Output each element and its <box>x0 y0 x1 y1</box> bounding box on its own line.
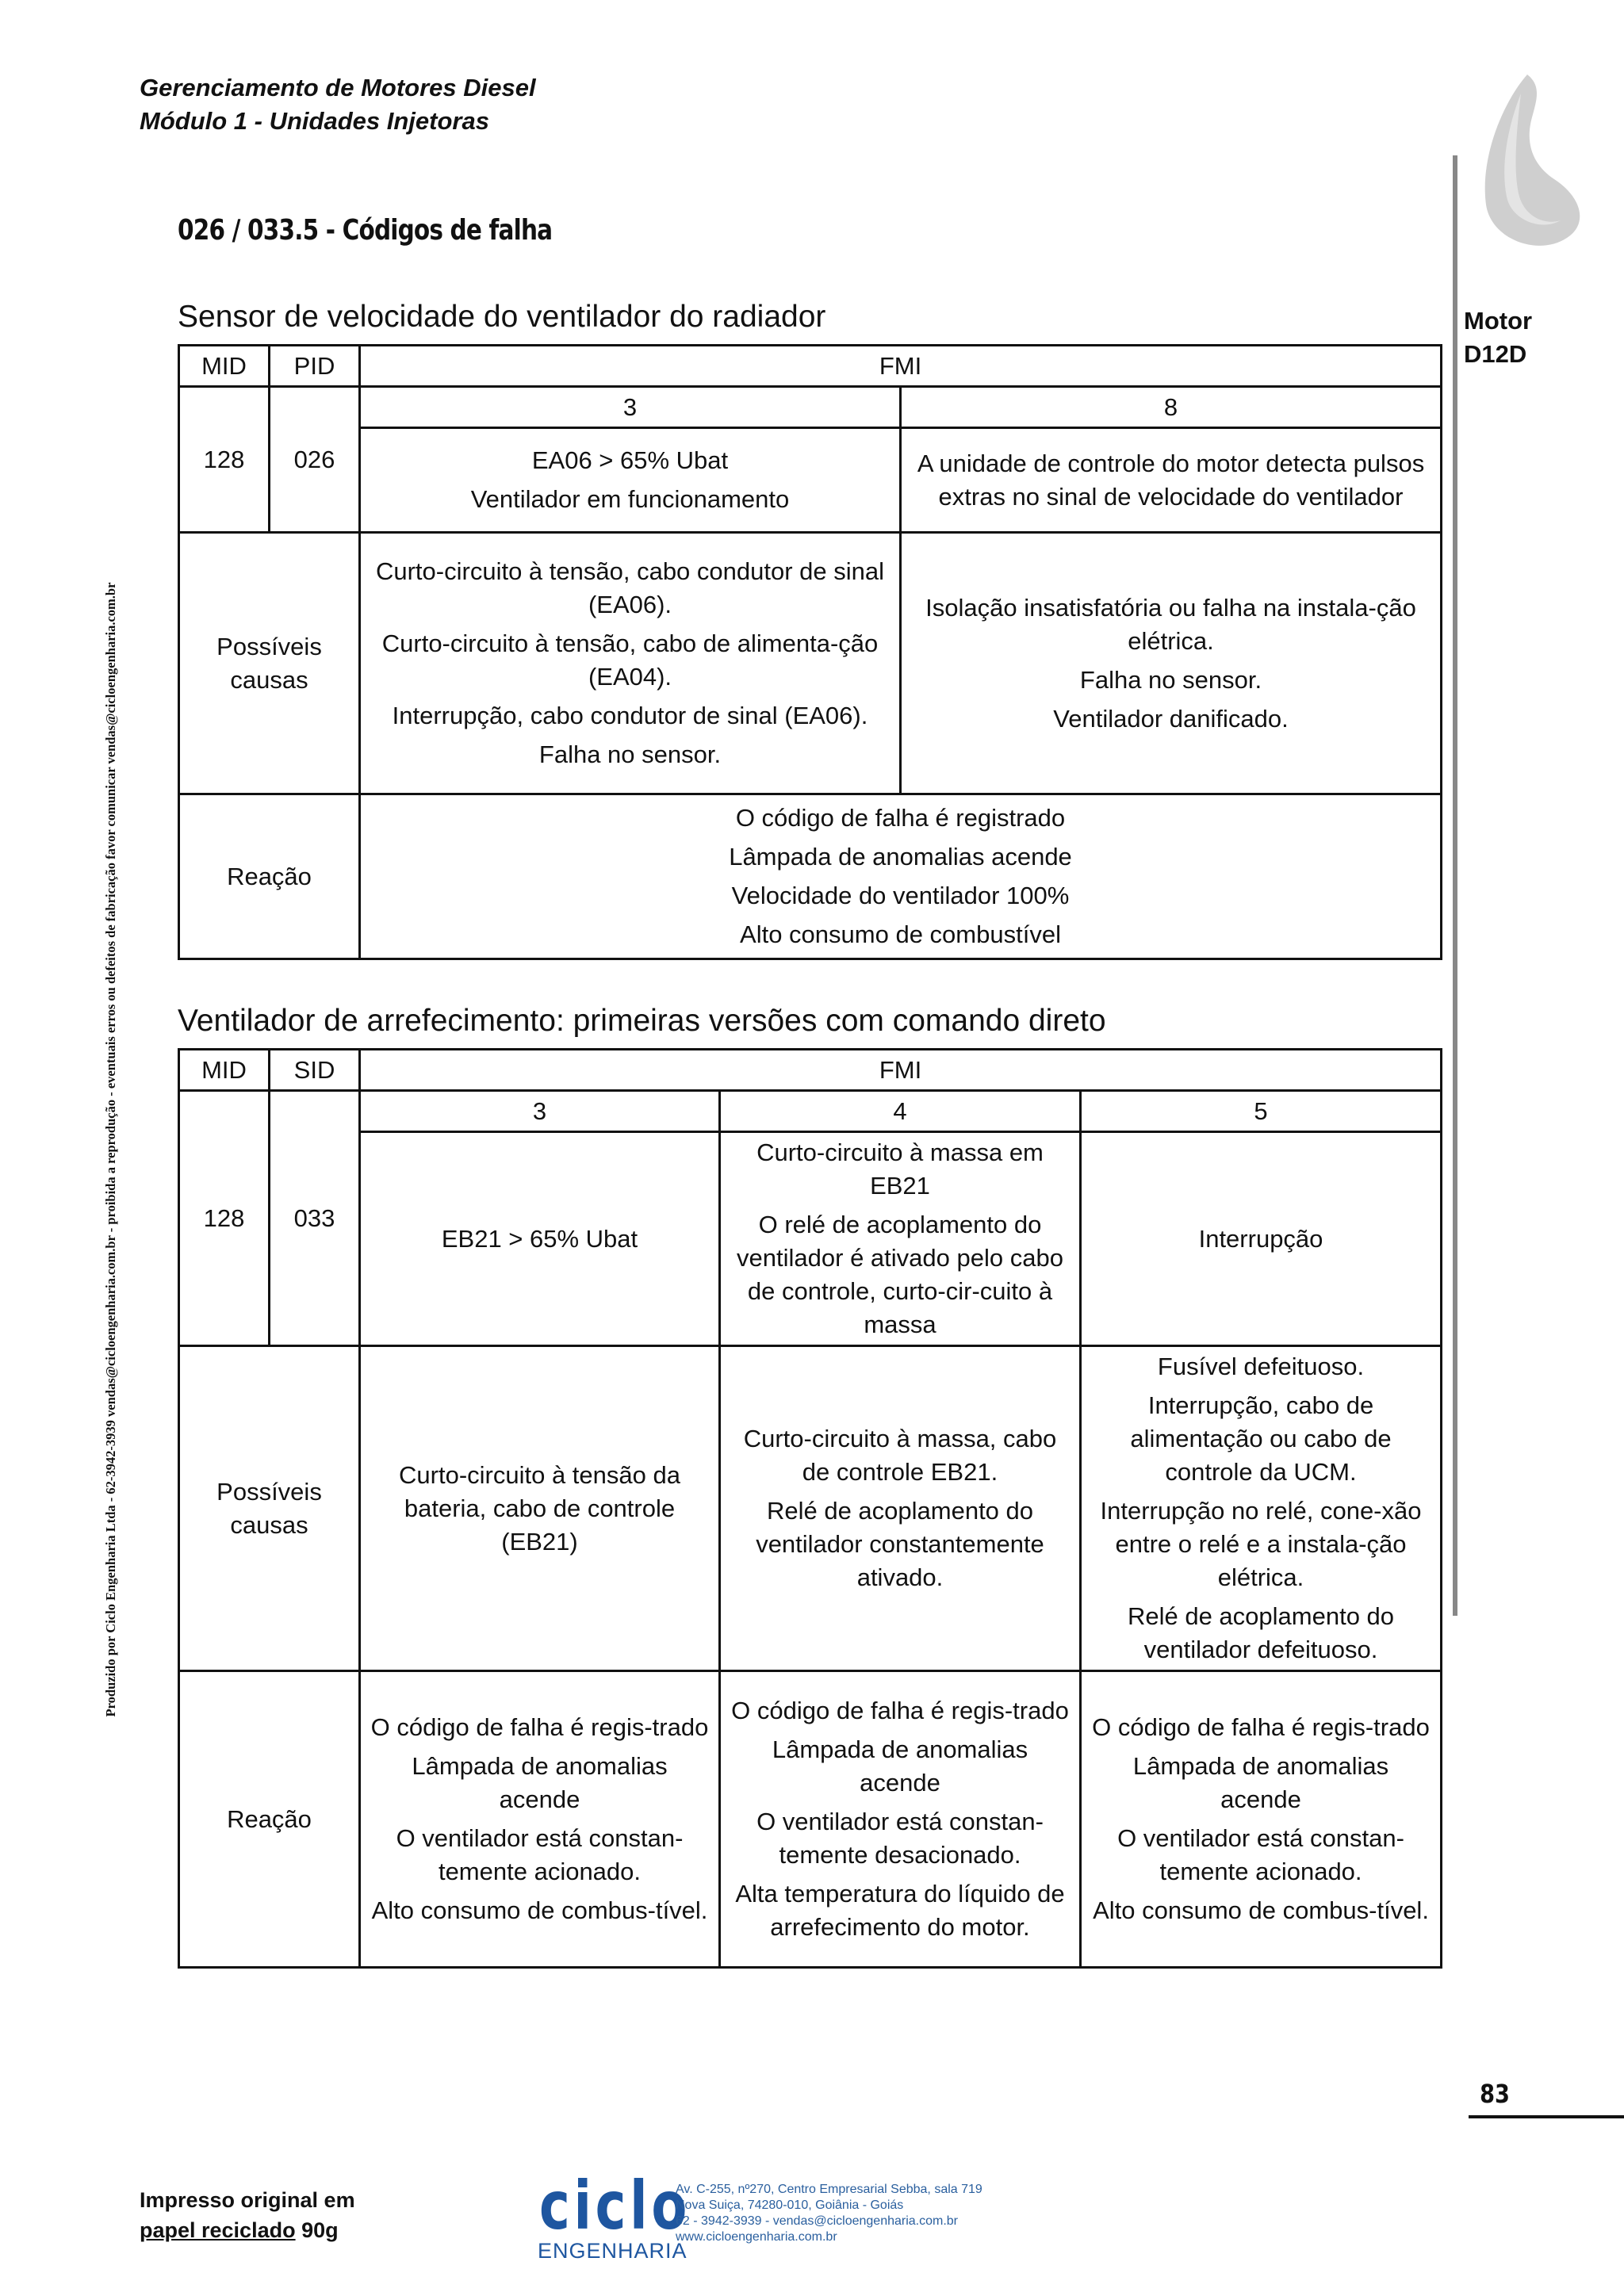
decorative-logo-shape <box>1465 70 1592 260</box>
cause-item: Curto-circuito à massa, cabo de controle EB21. <box>743 1425 1057 1486</box>
fmi-8-causes <box>901 533 1442 794</box>
cause-item: Curto-circuito à tensão, cabo condutor de sinal (EA06). <box>375 557 885 618</box>
table1-caption: Sensor de velocidade do ventilador do radiador <box>178 300 826 334</box>
fmi-3-header: 3 <box>360 1091 720 1132</box>
reaction-item: Lâmpada de anomalias acende <box>412 1752 668 1813</box>
section-title: 026 / 033.5 - Códigos de falha <box>178 214 553 247</box>
reaction-item: O código de falha é regis-trado <box>731 1697 1069 1724</box>
fmi-4-description <box>720 1132 1081 1346</box>
fmi-4-reaction <box>720 1671 1081 1968</box>
description-line: O relé de acoplamento do ventilador é ativado pelo cabo de controle, curto-cir-cuito à massa <box>737 1211 1063 1338</box>
reaction-item: Alta temperatura do líquido de arrefecimento do motor. <box>735 1880 1065 1941</box>
description-line: EB21 > 65% Ubat <box>441 1224 638 1253</box>
cause-item: Relé de acoplamento do ventilador constantemente ativado. <box>756 1497 1044 1591</box>
reaction-item: Alto consumo de combus-tível. <box>371 1896 708 1924</box>
motor-label <box>1464 304 1532 371</box>
fmi-5-reaction <box>1081 1671 1442 1968</box>
reaction-item: Lâmpada de anomalias acende <box>772 1735 1028 1797</box>
header-line-2: Módulo 1 - Unidades Injetoras <box>140 107 489 135</box>
reaction-item: Velocidade do ventilador 100% <box>731 882 1070 909</box>
page-number: 83 <box>1480 2079 1510 2109</box>
fmi-3-description <box>360 428 901 533</box>
document-header <box>140 71 536 138</box>
motor-label-line-2: D12D <box>1464 340 1527 368</box>
header-mid: MID <box>179 1050 270 1091</box>
cause-item: Falha no sensor. <box>538 740 722 768</box>
fmi-5-description <box>1081 1132 1442 1346</box>
cause-item: Ventilador danificado. <box>1053 704 1289 733</box>
reaction-item: O código de falha é regis-trado <box>1092 1713 1430 1741</box>
fmi-4-causes <box>720 1346 1081 1671</box>
fmi-5-header: 5 <box>1081 1091 1442 1132</box>
cause-item: Interrupção no relé, cone-xão entre o relé e a instala-ção elétrica. <box>1100 1497 1422 1591</box>
causes-label: Possíveis causas <box>179 1346 360 1671</box>
recycled-note-line-1: Impresso original em <box>140 2188 355 2212</box>
ciclo-logo-subtitle: ENGENHARIA <box>538 2239 688 2263</box>
header-line-1: Gerenciamento de Motores Diesel <box>140 74 536 101</box>
right-vertical-rule <box>1453 155 1457 1616</box>
cause-item: Fusível defeituoso. <box>1157 1353 1365 1380</box>
reaction-content <box>360 794 1442 959</box>
reaction-item: O ventilador está constan-temente desacionado. <box>756 1808 1044 1869</box>
recycled-paper-note <box>140 2185 355 2245</box>
description-line: EA06 > 65% Ubat <box>531 446 729 474</box>
fault-table-fan-speed-sensor <box>178 344 1442 960</box>
cause-item: Curto-circuito à tensão da bateria, cabo de controle (EB21) <box>399 1460 680 1556</box>
fmi-3-causes <box>360 1346 720 1671</box>
fmi-8-header: 8 <box>901 387 1442 428</box>
description-line: Interrupção <box>1198 1224 1323 1253</box>
company-address <box>676 2182 982 2245</box>
fmi-3-header: 3 <box>360 387 901 428</box>
page-number-rule <box>1469 2115 1624 2118</box>
cause-item: Curto-circuito à tensão, cabo de alimenta-ção (EA04). <box>381 629 879 691</box>
reaction-item: O código de falha é registrado <box>735 804 1066 832</box>
reaction-item: Lâmpada de anomalias acende <box>729 843 1072 871</box>
cause-item: Falha no sensor. <box>1079 665 1262 694</box>
fmi-3-reaction <box>360 1671 720 1968</box>
reaction-item: O código de falha é regis-trado <box>370 1713 709 1741</box>
mid-value: 128 <box>179 1091 270 1346</box>
address-line: Av. C-255, nº270, Centro Empresarial Sebba, sala 719 <box>676 2183 982 2196</box>
header-pid: PID <box>270 346 360 387</box>
recycled-note-line-2 <box>140 2215 355 2245</box>
header-fmi: FMI <box>360 1050 1442 1091</box>
fmi-5-causes <box>1081 1346 1442 1671</box>
fmi-3-description <box>360 1132 720 1346</box>
margin-copyright-text: Produzido por Ciclo Engenharia Ltda - 62-3942-3939 vendas@cicloengenharia.com.br - proibida a reprodução - eventuais erros ou defeitos de fabricação favor comunicar vendas@cicloengenharia.com.br <box>103 582 118 1717</box>
fmi-4-header: 4 <box>720 1091 1081 1132</box>
header-mid: MID <box>179 346 270 387</box>
ciclo-logo-wordmark: ciclo <box>539 2167 691 2244</box>
reaction-item: Alto consumo de combus-tível. <box>1093 1896 1429 1924</box>
fault-table-cooling-fan <box>178 1048 1442 1969</box>
cause-item: Interrupção, cabo condutor de sinal (EA06). <box>392 702 868 729</box>
reaction-item: Lâmpada de anomalias acende <box>1132 1752 1389 1813</box>
reaction-item: Alto consumo de combustível <box>740 920 1061 948</box>
header-sid: SID <box>270 1050 360 1091</box>
cause-item: Interrupção, cabo de alimentação ou cabo de controle da UCM. <box>1130 1391 1392 1486</box>
cause-item: Relé de acoplamento do ventilador defeituoso. <box>1127 1602 1395 1663</box>
description-line: Ventilador em funcionamento <box>470 485 790 513</box>
causes-label: Possíveis causas <box>179 533 360 794</box>
reaction-item: O ventilador está constan-temente acionado. <box>1117 1824 1404 1885</box>
address-line: 62 - 3942-3939 - vendas@cicloengenharia.com.br <box>676 2214 959 2228</box>
pid-value: 026 <box>270 387 360 533</box>
sid-value: 033 <box>270 1091 360 1346</box>
table2-caption: Ventilador de arrefecimento: primeiras versões com comando direto <box>178 1004 1106 1038</box>
header-fmi: FMI <box>360 346 1442 387</box>
reaction-label: Reação <box>179 794 360 959</box>
address-line: www.cicloengenharia.com.br <box>676 2230 837 2244</box>
cause-item: Isolação insatisfatória ou falha na instala-ção elétrica. <box>925 593 1416 655</box>
recycled-note-rest: 90g <box>295 2218 339 2242</box>
address-line: Nova Suiça, 74280-010, Goiânia - Goiás <box>676 2198 904 2212</box>
mid-value: 128 <box>179 387 270 533</box>
fmi-3-causes <box>360 533 901 794</box>
reaction-item: O ventilador está constan-temente acionado. <box>396 1824 684 1885</box>
motor-label-line-1: Motor <box>1464 307 1533 335</box>
description-line: Curto-circuito à massa em EB21 <box>756 1138 1044 1200</box>
description-line: A unidade de controle do motor detecta pulsos extras no sinal de velocidade do ventilador <box>917 449 1425 511</box>
reaction-label: Reação <box>179 1671 360 1968</box>
fmi-8-description <box>901 428 1442 533</box>
recycled-note-underlined: papel reciclado <box>140 2218 296 2242</box>
